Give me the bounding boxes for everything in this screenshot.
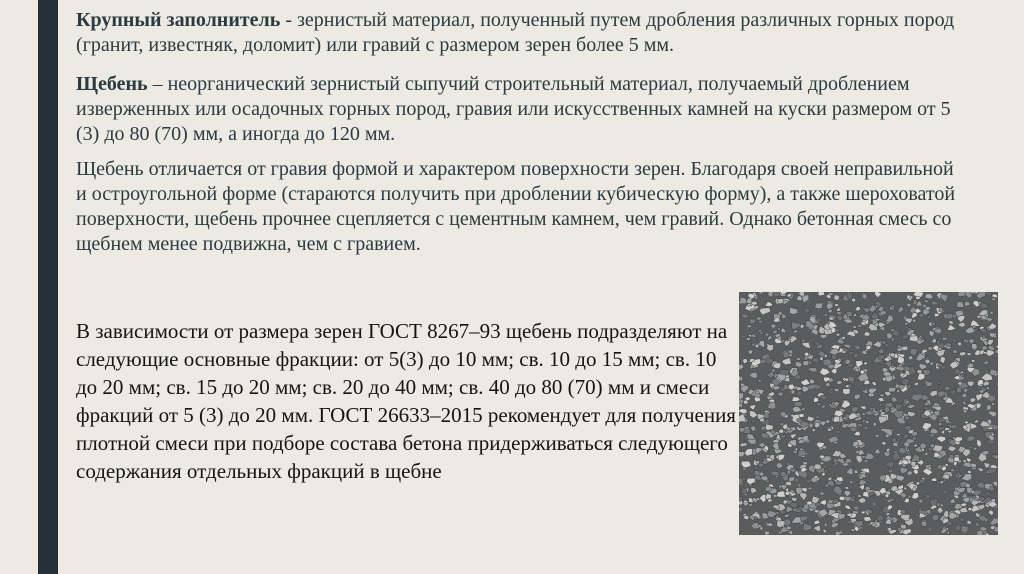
slide-content [76,8,976,257]
gravel-texture [739,292,998,535]
term-crushed-stone: Щебень [76,73,148,95]
crushed-stone-photo [739,292,998,535]
definition-crushed-stone [76,72,976,147]
definition-coarse-aggregate [76,8,976,58]
comparison-paragraph: Щебень отличается от гравия формой и характером поверхности зерен. Благодаря своей неправильной и остроугольной форме (стараются получить при дроблении кубическую форму), а также шероховатой поверхности, щебень прочнее сцепляется с цементным камнем, чем гравий. Однако бетонная смесь со щебнем менее подвижна, чем с гравием. [76,158,956,255]
definition-text: - зернистый материал, полученный путем дробления различных горных пород (гранит, известняк, доломит) или гравий с размером зерен более 5 мм. [76,9,955,56]
definition-text: – неорганический зернистый сыпучий строительный материал, получаемый дроблением изверженных или осадочных горных пород, гравия или искусственных камней на куски размером от 5 (3) до 80 (70) мм, а иногда до 120 мм. [76,73,951,145]
fractions-paragraph: В зависимости от размера зерен ГОСТ 8267–93 щебень подразделяют на следующие основные фракции: от 5(3) до 10 мм; св. 10 до 15 мм; св. 10 до 20 мм; св. 15 до 20 мм; св. 20 до 40 мм; св. 40 до 80 (70) мм и смеси фракций от 5 (3) до 20 мм. ГОСТ 26633–2015 рекомендует для получения плотной смеси при подборе состава бетона придерживаться следующего содержания отдельных фракций в щебне [76,319,736,483]
side-accent-bar [38,0,58,574]
term-coarse-aggregate: Крупный заполнитель [76,9,281,31]
